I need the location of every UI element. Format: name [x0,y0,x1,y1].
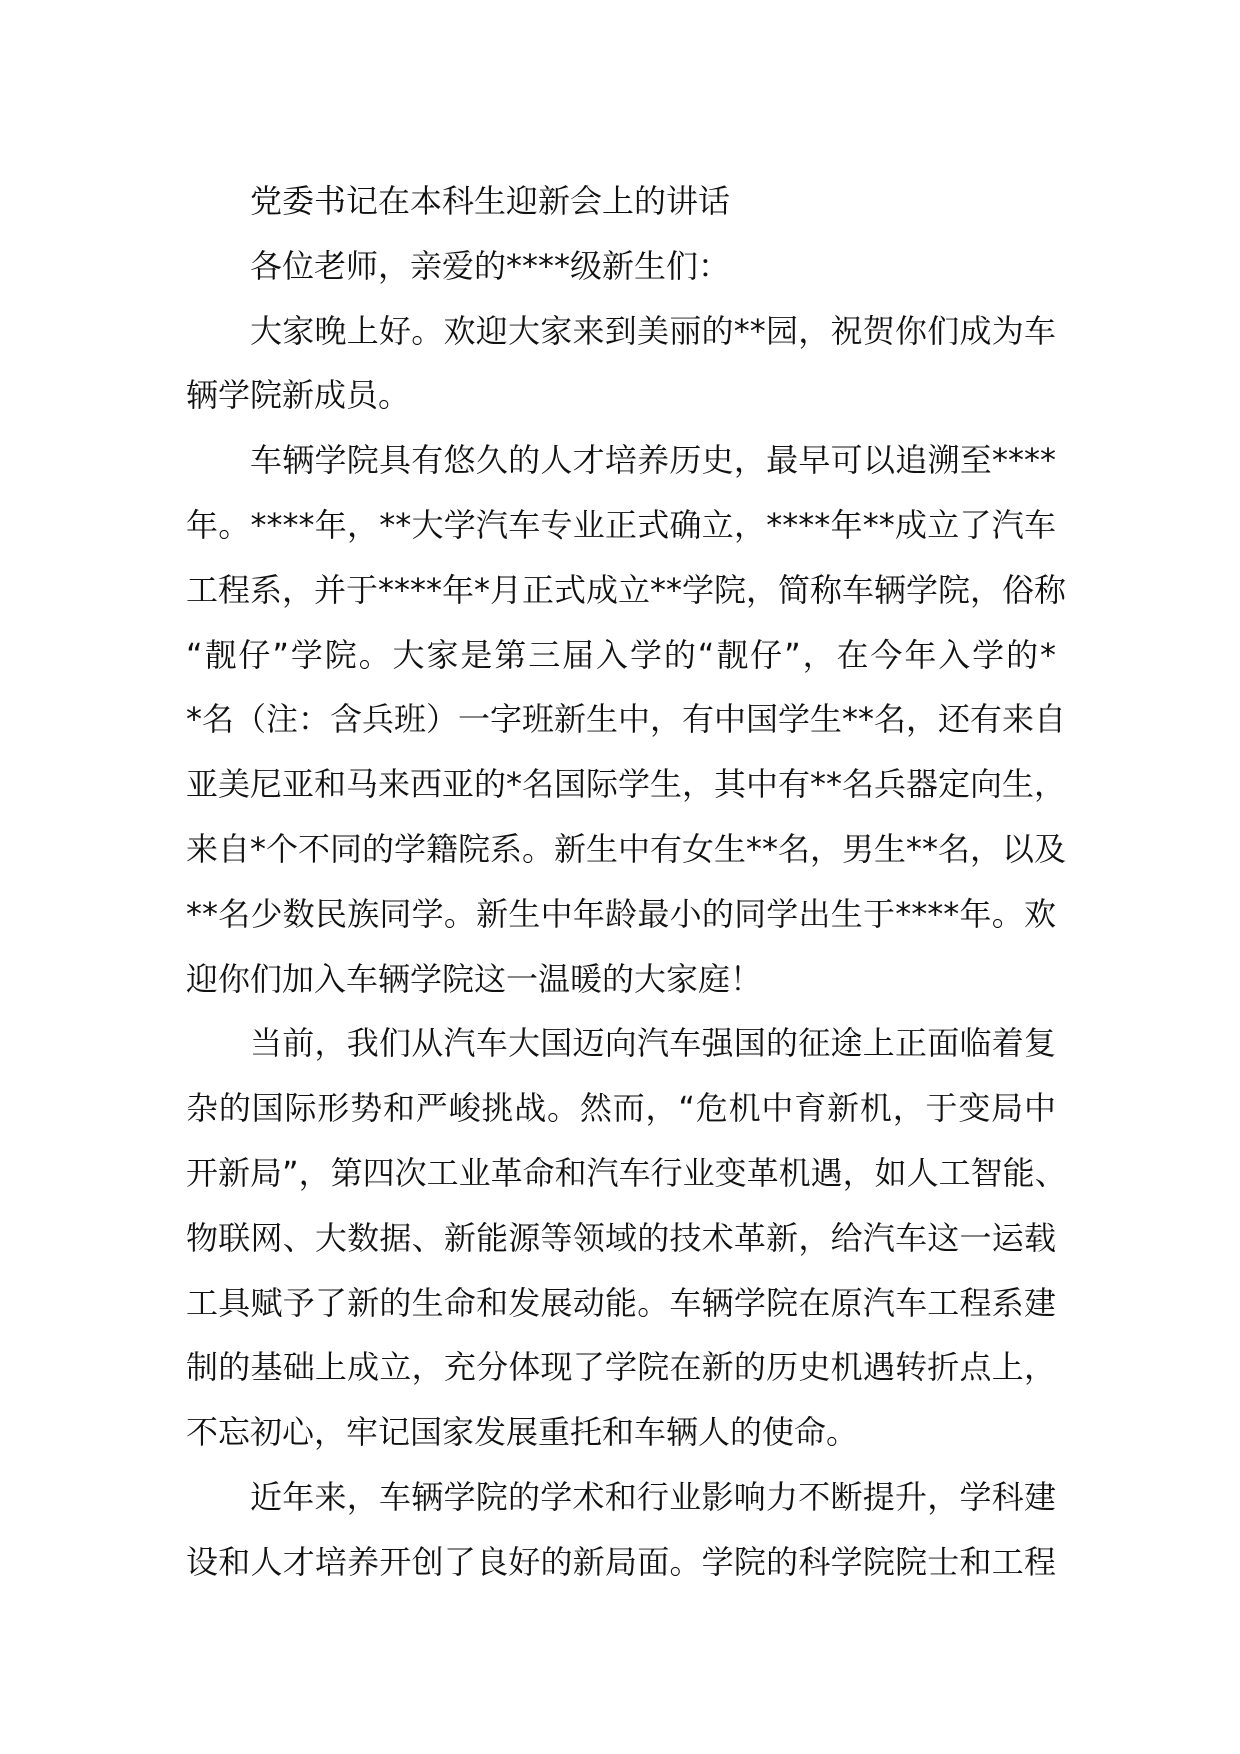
paragraph-line: 工具赋予了新的生命和发展动能。车辆学院在原汽车工程系建 [186,1283,1056,1322]
paragraph-line: 工程系，并于****年*月正式成立**学院，简称车辆学院，俗称 [186,570,1067,609]
paragraph-line: 设和人才培养开创了良好的新局面。学院的科学院院士和工程 [186,1542,1056,1581]
paragraph-line: 杂的国际形势和严峻挑战。然而，“危机中育新机，于变局中 [186,1089,1056,1128]
paragraph-line: 近年来，车辆学院的学术和行业影响力不断提升，学科建 [250,1477,1056,1516]
paragraph-line: 不忘初心，牢记国家发展重托和车辆人的使命。 [186,1413,859,1452]
paragraph-line: *名（注：含兵班）一字班新生中，有中国学生**名，还有来自 [186,700,1067,739]
paragraph-4 [186,1465,1056,1595]
paragraph-line: 大家晚上好。欢迎大家来到美丽的**园，祝贺你们成为车 [250,311,1056,350]
paragraph-1 [186,299,1056,429]
salutation: 各位老师，亲爱的****级新生们： [250,246,731,285]
document-body [186,169,1067,1595]
paragraph-line: 辆学院新成员。 [186,376,411,415]
paragraph-line: 开新局”，第四次工业革命和汽车行业变革机遇，如人工智能、 [186,1153,1067,1192]
paragraph-3 [186,1011,1067,1465]
paragraph-line: 制的基础上成立，充分体现了学院在新的历史机遇转折点上， [186,1348,1056,1387]
paragraph-2 [186,428,1067,1011]
paragraph-line: **名少数民族同学。新生中年龄最小的同学出生于****年。欢 [186,894,1056,933]
paragraph-line: 年。****年，**大学汽车专业正式确立，****年**成立了汽车 [186,505,1056,544]
paragraph-line: 车辆学院具有悠久的人才培养历史，最早可以追溯至**** [250,441,1056,480]
paragraph-line: 当前，我们从汽车大国迈向汽车强国的征途上正面临着复 [250,1024,1056,1063]
paragraph-line: 来自*个不同的学籍院系。新生中有女生**名，男生**名，以及 [186,829,1067,868]
document-title: 党委书记在本科生迎新会上的讲话 [250,182,731,220]
paragraph-line: 物联网、大数据、新能源等领域的技术革新，给汽车这一运载 [186,1218,1056,1257]
paragraph-line: 亚美尼亚和马来西亚的*名国际学生，其中有**名兵器定向生， [186,765,1067,804]
paragraph-line: “靓仔”学院。大家是第三届入学的“靓仔”，在今年入学的* [186,635,1056,674]
paragraph-line: 迎你们加入车辆学院这一温暖的大家庭！ [186,959,763,998]
